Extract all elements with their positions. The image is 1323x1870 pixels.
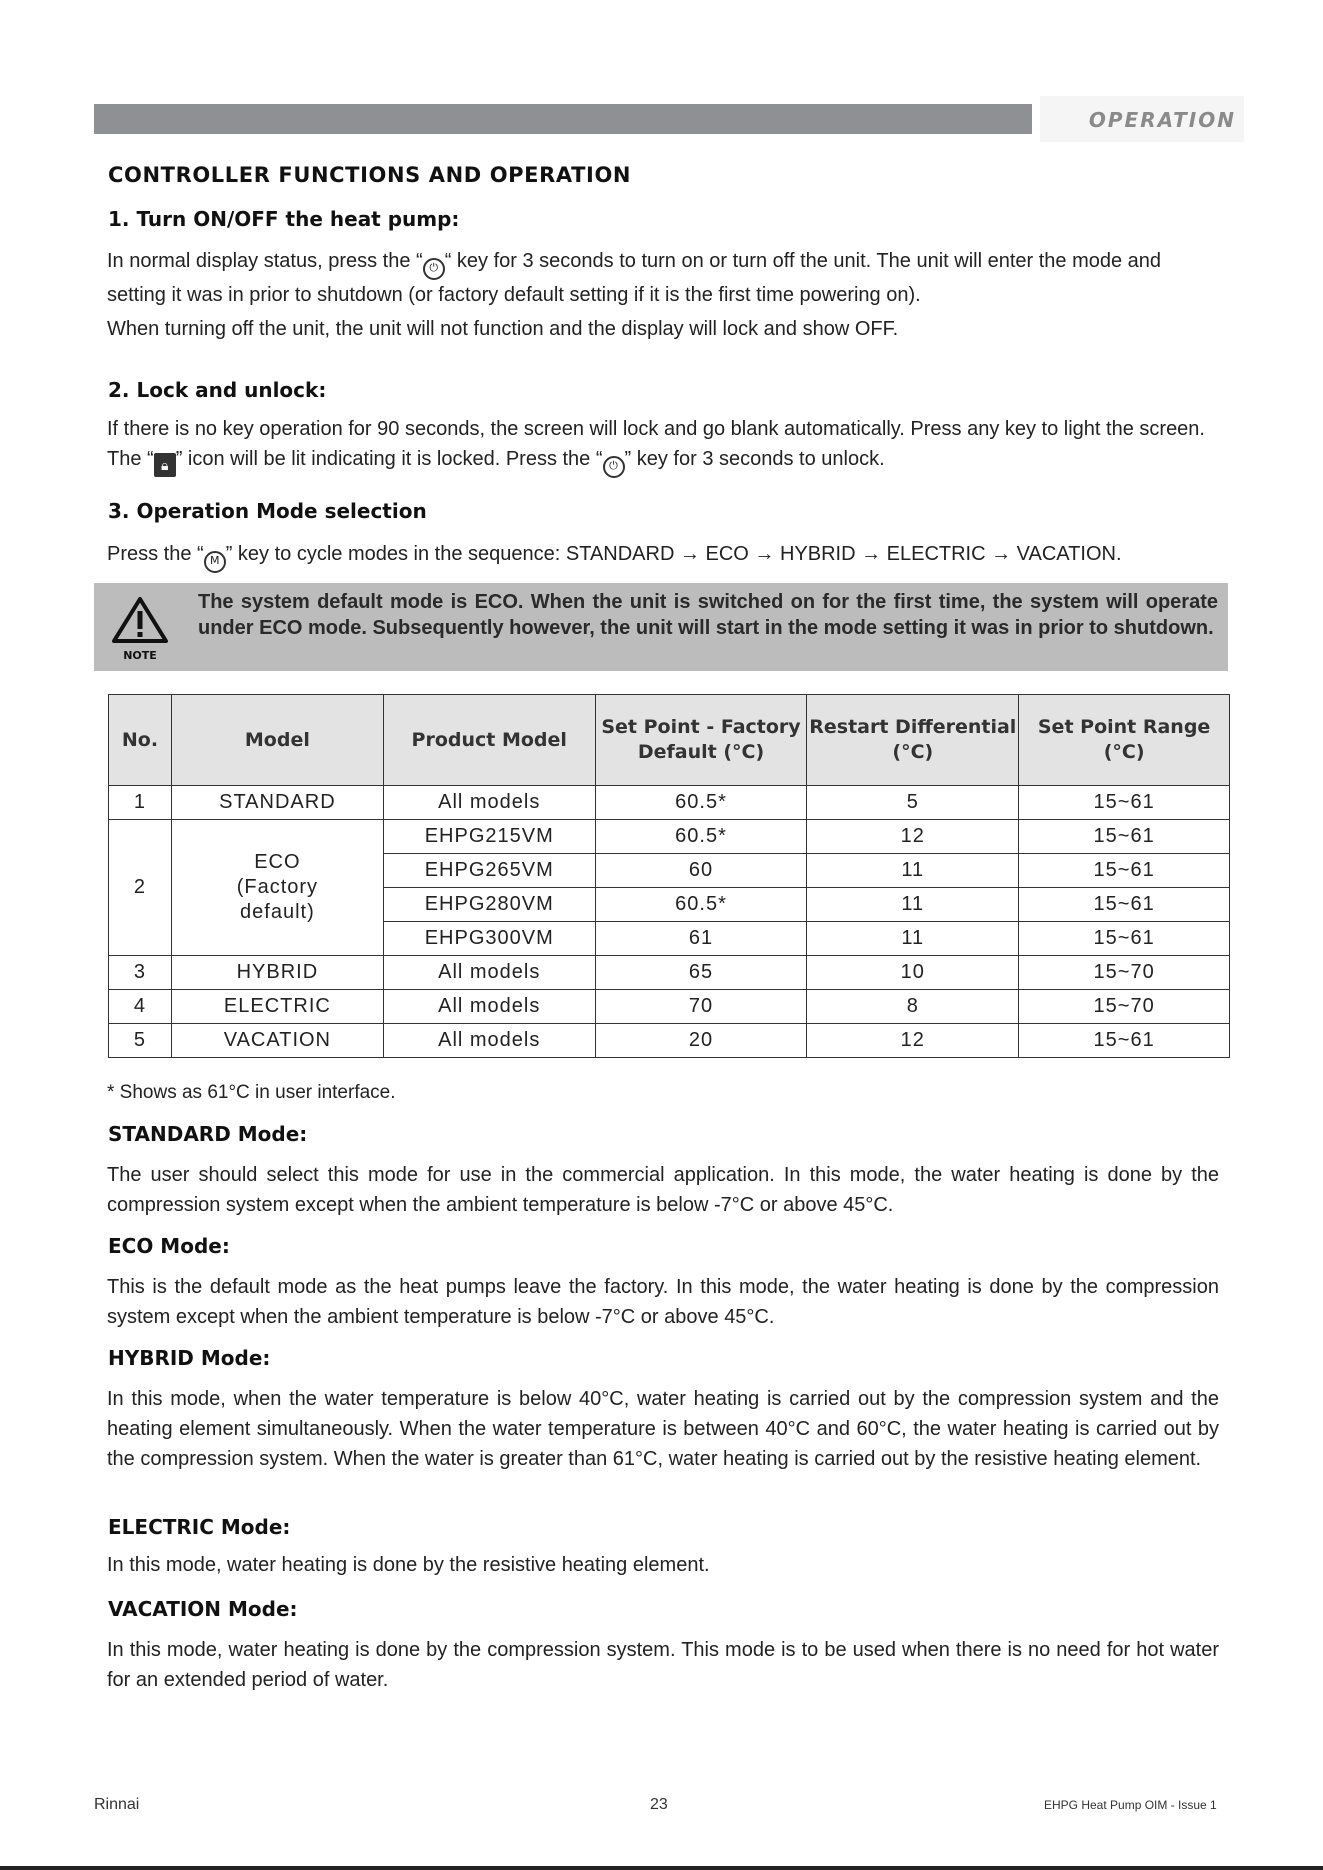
- cell-range: 15~61: [1019, 786, 1230, 820]
- cell-default: 60.5*: [595, 888, 807, 922]
- cell-no: 4: [109, 990, 172, 1024]
- heading-mode-selection: 3. Operation Mode selection: [108, 499, 427, 523]
- cell-no: 3: [109, 956, 172, 990]
- bottom-rule: [0, 1866, 1323, 1870]
- cell-range: 15~70: [1019, 956, 1230, 990]
- cell-default: 60: [595, 854, 807, 888]
- cell-product: All models: [383, 1024, 595, 1058]
- header-set-point-range: Set Point Range (°C): [1019, 695, 1230, 786]
- mode-text-b: ” key to cycle modes in the sequence: STANDARD → ECO → HYBRID → ELECTRIC → VACATION.: [225, 543, 1122, 565]
- power-key-icon: ⏻: [423, 258, 445, 280]
- heading-onoff: 1. Turn ON/OFF the heat pump:: [108, 207, 460, 231]
- cell-model: VACATION: [171, 1024, 383, 1058]
- table-row: [109, 786, 1230, 820]
- mode-selection-paragraph: [107, 539, 1219, 573]
- page-number: 23: [650, 1796, 668, 1813]
- cell-product: All models: [383, 956, 595, 990]
- onoff-paragraph-2: When turning off the unit, the unit will not function and the display will lock and show OFF.: [107, 318, 899, 340]
- lock-icon: 🔒︎: [154, 453, 176, 477]
- table-footnote: * Shows as 61°C in user interface.: [107, 1082, 396, 1103]
- heading-eco-mode: ECO Mode:: [108, 1234, 230, 1258]
- header-no: No.: [109, 695, 172, 786]
- onoff-text-b: “ key for 3 seconds to turn on or turn off the unit. The unit will enter the mode and setting it was in prior to shutdown (or factory default setting if it is the first time powering on).: [107, 250, 1162, 306]
- cell-diff: 8: [807, 990, 1019, 1024]
- vacation-mode-text: In this mode, water heating is done by the compression system. This mode is to be used when there is no need for hot water for an extended period of water.: [107, 1639, 1219, 1691]
- heading-electric-mode: ELECTRIC Mode:: [108, 1515, 291, 1539]
- power-key-icon: ⏻: [603, 456, 625, 478]
- cell-product: EHPG300VM: [383, 922, 595, 956]
- lock-text-c: ” key for 3 seconds to unlock.: [624, 448, 885, 470]
- onoff-paragraph: [107, 246, 1219, 310]
- lock-text-a: If there is no key operation for 90 seconds, the screen will lock and go blank automatically. Press any key to light the screen. The “: [107, 418, 1205, 470]
- cell-diff: 11: [807, 888, 1019, 922]
- cell-default: 60.5*: [595, 786, 807, 820]
- heading-hybrid-mode: HYBRID Mode:: [108, 1346, 271, 1370]
- header-bar: [94, 104, 1032, 134]
- cell-default: 70: [595, 990, 807, 1024]
- cell-no: 5: [109, 1024, 172, 1058]
- note-label: NOTE: [123, 649, 157, 662]
- cell-range: 15~61: [1019, 888, 1230, 922]
- lock-text-b: ” icon will be lit indicating it is locked. Press the “: [175, 448, 603, 470]
- onoff-text-a: In normal display status, press the “: [107, 250, 423, 272]
- modes-table: [108, 694, 1230, 1058]
- heading-lock: 2. Lock and unlock:: [108, 378, 327, 402]
- note-text: The system default mode is ECO. When the unit is switched on for the first time, the system will operate under ECO mode. Subsequently however, the unit will start in the mode setting it was in prior to shutdown.: [198, 591, 1218, 639]
- cell-model: HYBRID: [171, 956, 383, 990]
- cell-model: STANDARD: [171, 786, 383, 820]
- footer-document: EHPG Heat Pump OIM - Issue 1: [1044, 1798, 1217, 1812]
- cell-diff: 11: [807, 922, 1019, 956]
- table-header-row: [109, 695, 1230, 786]
- cell-product: All models: [383, 786, 595, 820]
- cell-product: EHPG215VM: [383, 820, 595, 854]
- eco-mode-text: This is the default mode as the heat pumps leave the factory. In this mode, the water heating is done by the compression system except when the ambient temperature is below -7°C or above 45°C.: [107, 1276, 1219, 1328]
- header-set-point-default: Set Point - Factory Default (°C): [595, 695, 807, 786]
- cell-product: EHPG280VM: [383, 888, 595, 922]
- mode-text-a: Press the “: [107, 543, 204, 565]
- table-row: [109, 1024, 1230, 1058]
- cell-diff: 12: [807, 820, 1019, 854]
- electric-mode-text: In this mode, water heating is done by the resistive heating element.: [107, 1554, 710, 1576]
- table-row: [109, 990, 1230, 1024]
- heading-standard-mode: STANDARD Mode:: [108, 1122, 308, 1146]
- cell-diff: 11: [807, 854, 1019, 888]
- cell-model: ELECTRIC: [171, 990, 383, 1024]
- page-title: CONTROLLER FUNCTIONS AND OPERATION: [108, 163, 632, 187]
- cell-range: 15~61: [1019, 1024, 1230, 1058]
- cell-range: 15~61: [1019, 854, 1230, 888]
- cell-no: 2: [109, 820, 172, 956]
- footer-brand: Rinnai: [94, 1796, 140, 1813]
- table-row: [109, 820, 1230, 854]
- note-box: [94, 583, 1228, 671]
- cell-diff: 5: [807, 786, 1019, 820]
- header-model: Model: [171, 695, 383, 786]
- mode-key-icon: M: [204, 551, 226, 573]
- standard-mode-text: The user should select this mode for use in the commercial application. In this mode, the water heating is done by the compression system except when the ambient temperature is below -7°C or above 45°C.: [107, 1164, 1219, 1216]
- cell-diff: 12: [807, 1024, 1019, 1058]
- cell-product: EHPG265VM: [383, 854, 595, 888]
- cell-diff: 10: [807, 956, 1019, 990]
- cell-range: 15~70: [1019, 990, 1230, 1024]
- cell-no: 1: [109, 786, 172, 820]
- header-product-model: Product Model: [383, 695, 595, 786]
- cell-default: 60.5*: [595, 820, 807, 854]
- cell-default: 61: [595, 922, 807, 956]
- section-label: OPERATION: [1088, 108, 1236, 132]
- warning-triangle-icon: [110, 593, 170, 663]
- cell-range: 15~61: [1019, 922, 1230, 956]
- lock-paragraph: [107, 414, 1219, 478]
- cell-default: 20: [595, 1024, 807, 1058]
- cell-default: 65: [595, 956, 807, 990]
- hybrid-mode-text: In this mode, when the water temperature is below 40°C, water heating is carried out by the compression system and the heating element simultaneously. When the water temperature is between 40°C and 60°C, the water heating is carried out by the compression system. When the water is greater than 61°C, water heating is carried out by the resistive heating element.: [107, 1388, 1219, 1470]
- header-restart-differential: Restart Differential (°C): [807, 695, 1019, 786]
- heading-vacation-mode: VACATION Mode:: [108, 1597, 298, 1621]
- table-row: [109, 956, 1230, 990]
- cell-model: ECO (Factory default): [171, 820, 383, 956]
- cell-product: All models: [383, 990, 595, 1024]
- cell-range: 15~61: [1019, 820, 1230, 854]
